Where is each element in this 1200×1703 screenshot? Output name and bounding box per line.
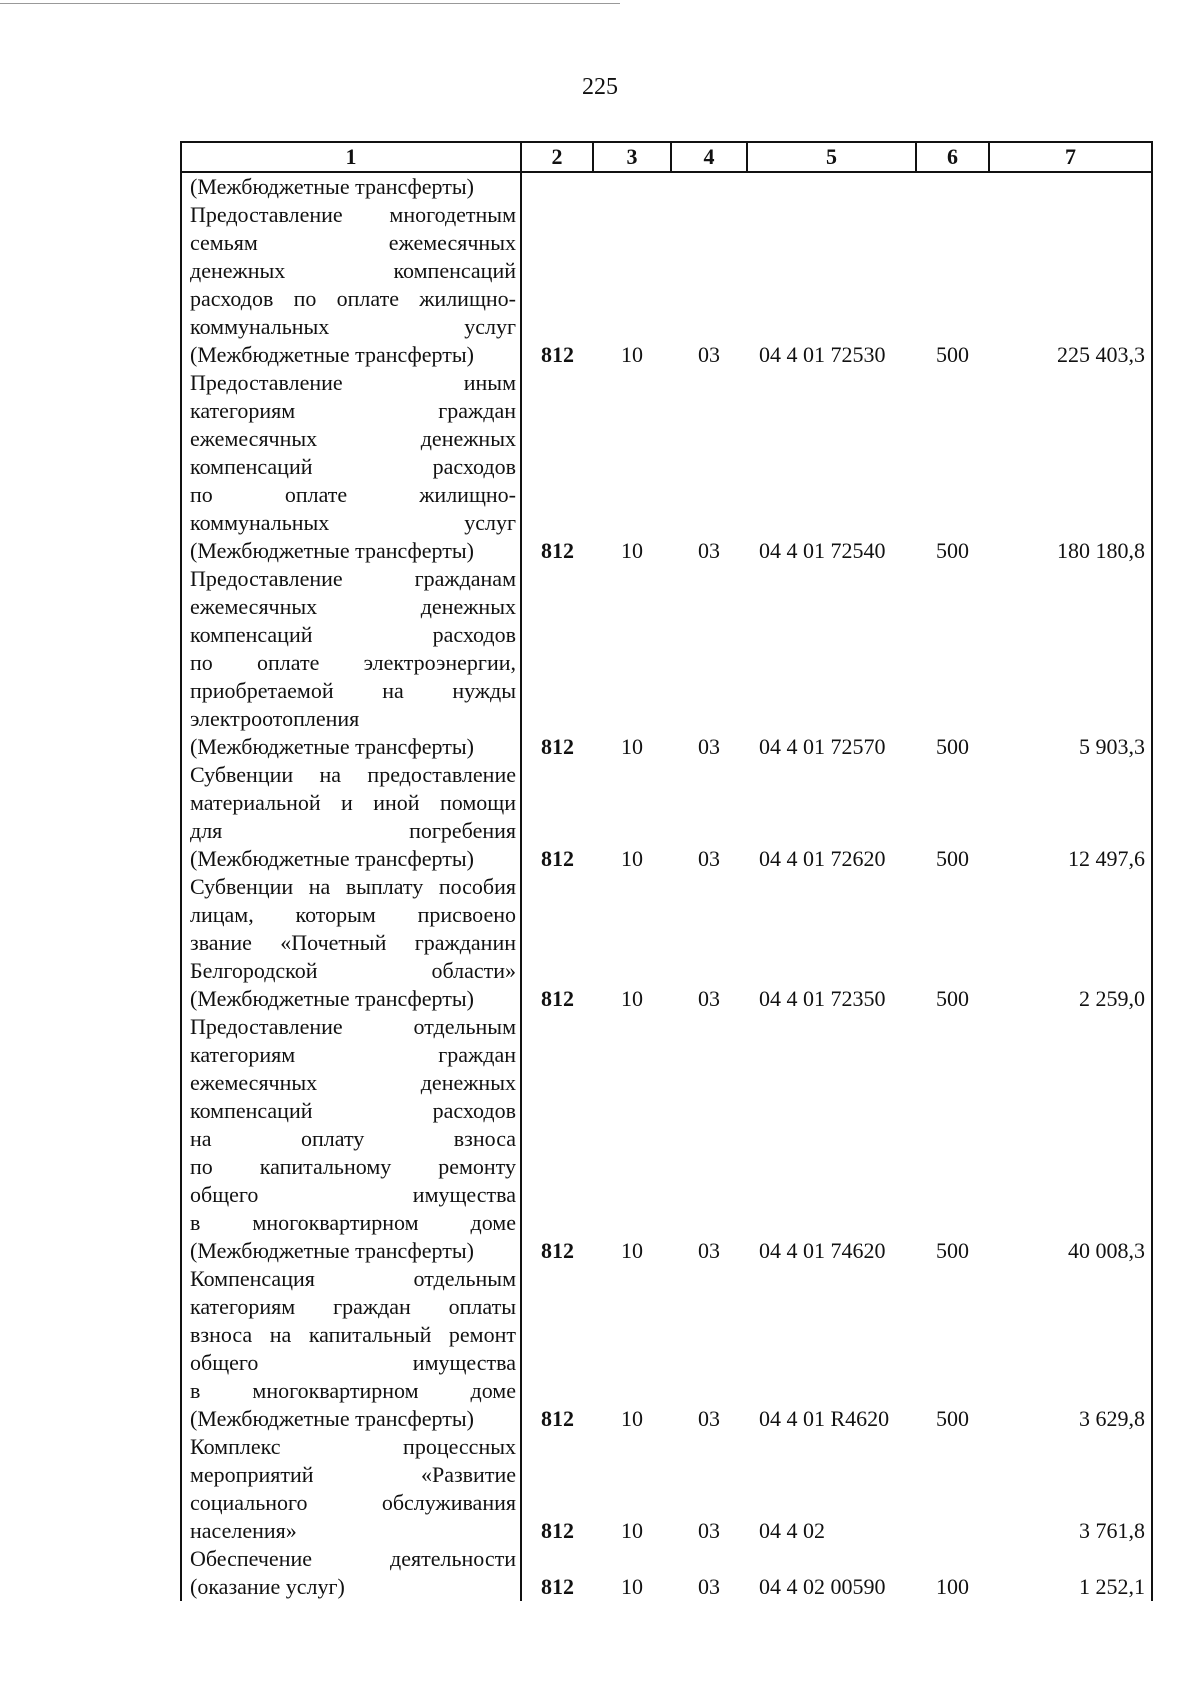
table-row xyxy=(181,369,1152,565)
row-gr-code: 812 xyxy=(541,1238,574,1263)
description-line: общего имущества xyxy=(190,1182,516,1207)
table-row xyxy=(181,1265,1152,1433)
table-row xyxy=(181,1433,1152,1545)
row-target-article: 04 4 01 72530 xyxy=(759,342,886,367)
row-expense-type: 500 xyxy=(936,734,969,759)
description-line: (Межбюджетные трансферты) xyxy=(190,538,474,563)
row-gr-code: 812 xyxy=(541,538,574,563)
row-description xyxy=(181,369,521,565)
page-number: 225 xyxy=(582,74,618,100)
row-target-article: 04 4 02 00590 xyxy=(759,1574,886,1599)
row-description xyxy=(181,1545,521,1601)
lead-description: (Межбюджетные трансферты) xyxy=(181,172,521,201)
header-col-3: 3 xyxy=(593,142,671,172)
description-line: мероприятий «Развитие xyxy=(190,1462,516,1487)
row-amount: 3 629,8 xyxy=(989,1265,1152,1433)
row-section: 10 xyxy=(621,1518,643,1543)
description-line: общего имущества xyxy=(190,1350,516,1375)
description-line: (Межбюджетные трансферты) xyxy=(190,986,474,1011)
row-description xyxy=(181,1013,521,1265)
row-section: 10 xyxy=(621,1574,643,1599)
row-section: 10 xyxy=(621,1238,643,1263)
row-expense-type: 500 xyxy=(936,342,969,367)
description-line: Субвенции на предоставление xyxy=(190,762,516,787)
row-description xyxy=(181,1433,521,1545)
row-expense-type: 500 xyxy=(936,1238,969,1263)
table-row xyxy=(181,761,1152,873)
row-section: 10 xyxy=(621,846,643,871)
table-row xyxy=(181,873,1152,1013)
row-subsection: 03 xyxy=(698,1574,720,1599)
description-line: (Межбюджетные трансферты) xyxy=(190,846,474,871)
row-description xyxy=(181,873,521,1013)
row-gr-code: 812 xyxy=(541,1574,574,1599)
lead-row xyxy=(181,172,1152,201)
row-section: 10 xyxy=(621,986,643,1011)
row-target-article: 04 4 01 R4620 xyxy=(759,1406,890,1431)
row-amount: 225 403,3 xyxy=(989,201,1152,369)
row-section: 10 xyxy=(621,734,643,759)
row-amount: 180 180,8 xyxy=(989,369,1152,565)
description-line: коммунальных услуг xyxy=(190,510,516,535)
row-description xyxy=(181,1265,521,1433)
description-line: на оплату взноса xyxy=(190,1126,516,1151)
row-expense-type: 500 xyxy=(936,846,969,871)
description-line: по оплате жилищно- xyxy=(190,482,516,507)
table-row xyxy=(181,565,1152,761)
row-gr-code: 812 xyxy=(541,1406,574,1431)
row-target-article: 04 4 01 72350 xyxy=(759,986,886,1011)
row-subsection: 03 xyxy=(698,538,720,563)
description-line: денежных компенсаций xyxy=(190,258,516,283)
description-line: Обеспечение деятельности xyxy=(190,1546,516,1571)
row-amount: 1 252,1 xyxy=(989,1545,1152,1601)
row-subsection: 03 xyxy=(698,1406,720,1431)
row-subsection: 03 xyxy=(698,734,720,759)
row-gr-code: 812 xyxy=(541,734,574,759)
budget-table xyxy=(180,141,1153,1601)
description-line: Субвенции на выплату пособия xyxy=(190,874,516,899)
header-col-1: 1 xyxy=(181,142,521,172)
row-amount: 5 903,3 xyxy=(989,565,1152,761)
description-line: взноса на капитальный ремонт xyxy=(190,1322,516,1347)
description-line: компенсаций расходов xyxy=(190,622,516,647)
row-expense-type: 500 xyxy=(936,1406,969,1431)
description-line: для погребения xyxy=(190,818,516,843)
description-line: приобретаемой на нужды xyxy=(190,678,516,703)
row-subsection: 03 xyxy=(698,342,720,367)
description-line: коммунальных услуг xyxy=(190,314,516,339)
description-line: (Межбюджетные трансферты) xyxy=(190,1406,474,1431)
row-expense-type: 100 xyxy=(936,1574,969,1599)
row-target-article: 04 4 01 74620 xyxy=(759,1238,886,1263)
description-line: лицам, которым присвоено xyxy=(190,902,516,927)
description-line: компенсаций расходов xyxy=(190,1098,516,1123)
row-target-article: 04 4 02 xyxy=(759,1518,825,1543)
row-amount: 40 008,3 xyxy=(989,1013,1152,1265)
table-row xyxy=(181,1545,1152,1601)
header-col-2: 2 xyxy=(521,142,593,172)
description-line: Предоставление гражданам xyxy=(190,566,516,591)
description-line: категориям граждан xyxy=(190,1042,516,1067)
row-section: 10 xyxy=(621,342,643,367)
scan-edge-line xyxy=(0,3,620,4)
row-expense-type: 500 xyxy=(936,538,969,563)
description-line: звание «Почетный гражданин xyxy=(190,930,516,955)
row-expense-type xyxy=(916,1433,989,1545)
row-gr-code: 812 xyxy=(541,1518,574,1543)
description-line: по оплате электроэнергии, xyxy=(190,650,516,675)
description-line: семьям ежемесячных xyxy=(190,230,516,255)
row-expense-type: 500 xyxy=(936,986,969,1011)
row-subsection: 03 xyxy=(698,1518,720,1543)
description-line: (Межбюджетные трансферты) xyxy=(190,1238,474,1263)
description-line: в многоквартирном доме xyxy=(190,1210,516,1235)
row-target-article: 04 4 01 72570 xyxy=(759,734,886,759)
description-line: Комплекс процессных xyxy=(190,1434,516,1459)
description-line: электроотопления xyxy=(190,706,360,731)
row-target-article: 04 4 01 72620 xyxy=(759,846,886,871)
description-line: ежемесячных денежных xyxy=(190,1070,516,1095)
row-section: 10 xyxy=(621,538,643,563)
table-row xyxy=(181,1013,1152,1265)
description-line: Предоставление иным xyxy=(190,370,516,395)
description-line: расходов по оплате жилищно- xyxy=(190,286,516,311)
table-row xyxy=(181,201,1152,369)
row-amount: 12 497,6 xyxy=(989,761,1152,873)
row-description xyxy=(181,565,521,761)
description-line: компенсаций расходов xyxy=(190,454,516,479)
description-line: (Межбюджетные трансферты) xyxy=(190,734,474,759)
row-amount: 2 259,0 xyxy=(989,873,1152,1013)
row-description xyxy=(181,201,521,369)
description-line: категориям граждан xyxy=(190,398,516,423)
description-line: Предоставление многодетным xyxy=(190,202,516,227)
description-line: ежемесячных денежных xyxy=(190,594,516,619)
row-target-article: 04 4 01 72540 xyxy=(759,538,886,563)
description-line: населения» xyxy=(190,1518,297,1543)
row-amount: 3 761,8 xyxy=(989,1433,1152,1545)
description-line: материальной и иной помощи xyxy=(190,790,516,815)
row-gr-code: 812 xyxy=(541,986,574,1011)
description-line: ежемесячных денежных xyxy=(190,426,516,451)
row-section: 10 xyxy=(621,1406,643,1431)
description-line: Предоставление отдельным xyxy=(190,1014,516,1039)
row-description xyxy=(181,761,521,873)
header-row xyxy=(181,142,1152,172)
description-line: Белгородской области» xyxy=(190,958,516,983)
row-gr-code: 812 xyxy=(541,846,574,871)
description-line: Компенсация отдельным xyxy=(190,1266,516,1291)
description-line: (оказание услуг) xyxy=(190,1574,345,1599)
description-line: категориям граждан оплаты xyxy=(190,1294,516,1319)
row-subsection: 03 xyxy=(698,986,720,1011)
description-line: социального обслуживания xyxy=(190,1490,516,1515)
header-col-6: 6 xyxy=(916,142,989,172)
header-col-7: 7 xyxy=(989,142,1152,172)
header-col-4: 4 xyxy=(671,142,747,172)
row-subsection: 03 xyxy=(698,846,720,871)
description-line: по капитальному ремонту xyxy=(190,1154,516,1179)
row-gr-code: 812 xyxy=(541,342,574,367)
row-subsection: 03 xyxy=(698,1238,720,1263)
description-line: в многоквартирном доме xyxy=(190,1378,516,1403)
table-body xyxy=(181,172,1152,1601)
header-col-5: 5 xyxy=(747,142,916,172)
description-line: (Межбюджетные трансферты) xyxy=(190,342,474,367)
